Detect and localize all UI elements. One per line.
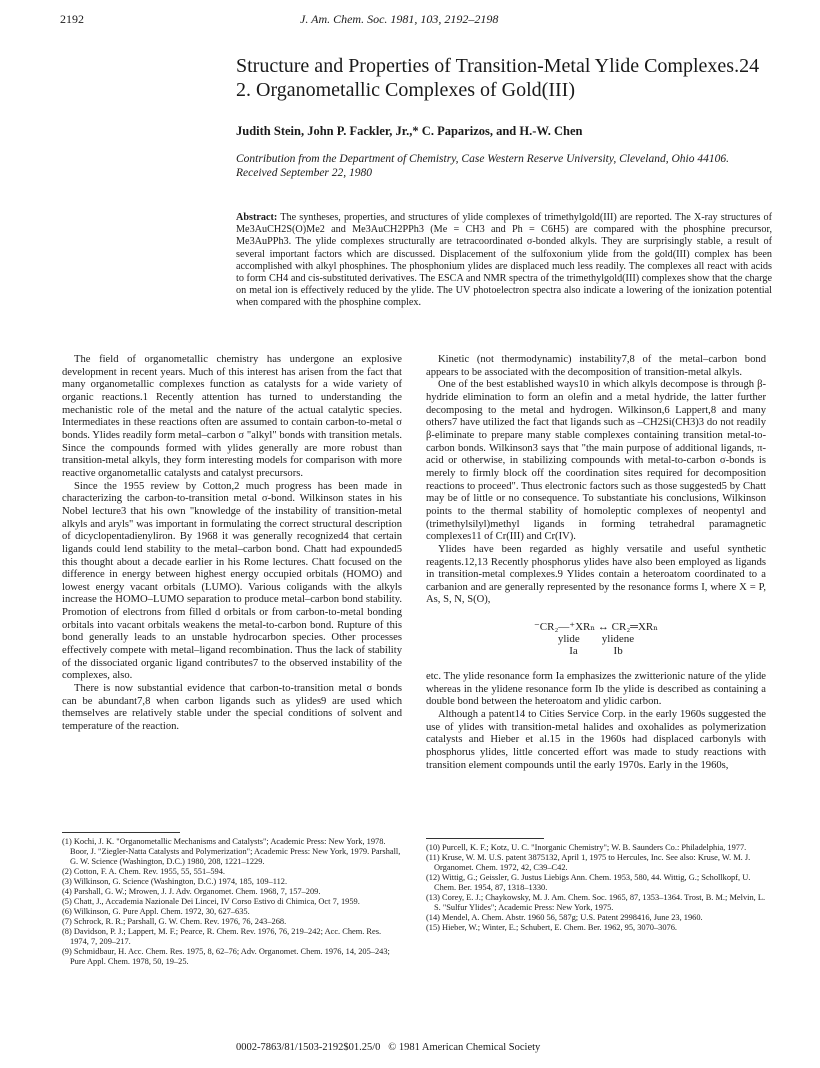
footnotes-left: [62, 832, 402, 967]
footnote: (15) Hieber, W.; Winter, E.; Schubert, E. Chem. Ber. 1962, 95, 3070–3076.: [426, 923, 677, 932]
body-column-left: [62, 354, 402, 734]
scheme-names: ylide ylidene: [557, 633, 635, 646]
footnote: (13) Corey, E. J.; Chaykowsky, M. J. Am. Chem. Soc. 1965, 87, 1353–1364. Trost, B. M.; Melvin, L. S. "Sulfur Ylides"; Academic Press: New York, 1975.: [426, 893, 766, 912]
affiliation: Contribution from the Department of Chemistry, Case Western Reserve University, Cleveland, Ohio 44106. Received September 22, 1980: [236, 153, 729, 179]
scheme-labels: Ia Ib: [569, 645, 623, 658]
abstract-text: The syntheses, properties, and structures of ylide complexes of trimethylgold(III) are reported. The X-ray structures of Me3AuCH2S(O)Me2 and Me3AuCH2PPh3 (Me = CH3 and Ph = C6H5) are compared with the phosphine precursor, Me3AuPPh3. The ylide complexes structurally are tetracoordinated σ-bonded alkyls. They are surprisingly stable, a result of several important factors which are discussed. Displacement of the sulfoxonium ylide from the gold(III) complex has been accomplished with alkyl phosphines. The phosphonium ylides are displaced much less readily. The complexes all react with acids to form CH4 and cis-substituted derivatives. The ESCA and NMR spectra of the trimethylgold(III) complexes show that the charge on metal ion is effectively reduced by the ylide. The UV photoelectron spectra also indicate a lowering of the ionization potential when compared with the phosphine complex.: [236, 212, 772, 309]
paragraph: Since the 1955 review by Cotton,2 much progress has been made in characterizing the carbon-to-transition metal σ-bond. Wilkinson states in his Nobel lecture3 that his own "knowledge of the instability of transition-metal alkyls and aryls" was important in formulating the correct structural description of dicyclopentadienyliron. By 1968 it was generally recognized4 that certain ligands could lend stability to the metal–carbon bond. Chatt had expounded5 this thought about a decade earlier in his Rome lectures. Chatt focused on the difference in energy between highest energy occupied orbitals (HOMO) and lowest energy vacant orbitals (LUMO). Various coligands with the alkyls increase the HOMO–LUMO separation to produce metal–carbon bond stability. Promotion of electrons from filled d orbitals or from carbon-to-metal bonding orbitals into vacant orbitals weakens the metal-to-carbon bond. Rupture of this bond generally leads to an unstable hydrocarbon species. Other processes effectively compete with metal–ligand recombination. Thus the lack of stability of the dissociated organic ligand contributes7 to the observed instability of the complexes, also.: [62, 480, 402, 682]
paragraph: Kinetic (not thermodynamic) instability7,8 of the metal–carbon bond appears to be associated with the decomposition of transition-metal alkyls.: [426, 354, 766, 378]
paragraph: The field of organometallic chemistry has undergone an explosive development in recent years. Much of this interest has arisen from the fact that many organometallic complexes function as catalysts for a wide variety of organic reactions.1 Recently attention has turned to understanding the mechanistic role of the metal and the nature of the actual catalytic species. Intermediates in these reactions often are assumed to contain carbon-to-metal σ bonds. Ylides readily form metal–carbon σ "alkyl" bonds with transition metals. Since the compounds formed with ylides generally are more robust than transition-metal alkyls, they form interesting models for comparison with more reactive organometallic catalysts and catalyst precursors.: [62, 354, 402, 479]
paragraph: One of the best established ways10 in which alkyls decompose is through β-hydride elimination to form an olefin and a metal hydride, the latter further decomposing to the metal and hydrogen. Wilkinson,6 Lappert,8 and many others7 have utilized the fact that ligands such as –CH2Si(CH3)3 do not readily β-eliminate to prepare many stable complexes containing transition metal-to-carbon bonds. Wilkinson3 says that "the main purpose of additional ligands, π-acid or otherwise, in stabilizing compounds with metal-to-carbon σ-bonds is merely to firmly block off the coordination sites required for decomposition reactions to proceed". Thus electronic factors such as those suggested5 by Chatt may be of little or no consequence. To substantiate his conclusions, Wilkinson points to the thermal stability of homoleptic complexes of neopentyl and (trimethylsilyl)methyl ligands in forming tetrahedral paramagnetic complexes11 of Cr(III) and Cr(IV).: [426, 379, 766, 543]
paragraph: Ylides have been regarded as highly versatile and useful synthetic reagents.12,13 Recently phosphorus ylides have also been employed as ligands in transition-metal complexes.9 Ylides contain a heteroatom coordinated to a carbanion and are generally represented by the resonance forms I, where X = P, As, S, N, S(O),: [426, 543, 766, 606]
footnote: (11) Kruse, W. M. U.S. patent 3875132, April 1, 1975 to Hercules, Inc. See also: Kruse, W. M. J. Organomet. Chem. 1972, 42, C39–C42.: [426, 853, 751, 872]
footnote: (5) Chatt, J., Accademia Nazionale Dei Lincei, IV Corso Estivo di Chimica, Oct 7, 1959.: [62, 897, 360, 906]
article-title: Structure and Properties of Transition-Metal Ylide Complexes.24 2. Organometallic Complexes of Gold(III): [236, 55, 760, 101]
footnote: (7) Schrock, R. R.; Parshall, G. W. Chem. Rev. 1976, 76, 243–268.: [62, 917, 287, 926]
footnote: (14) Mendel, A. Chem. Abstr. 1960 56, 587g; U.S. Patent 2998416, June 23, 1960.: [426, 913, 703, 922]
body-column-right: [426, 354, 766, 772]
footnote: (3) Wilkinson, G. Science (Washington, D.C.) 1974, 185, 109–112.: [62, 877, 288, 886]
paragraph: There is now substantial evidence that carbon-to-transition metal σ bonds can be abundant7,8 when carbon ligands such as ylides9 are used which themselves are relatively stable under the special conditions of solvent and temperature of the reaction.: [62, 683, 402, 733]
abstract-label: Abstract:: [236, 212, 278, 223]
footnote-rule: [62, 832, 180, 833]
footnote: (4) Parshall, G. W.; Mrowen, J. J. Adv. Organomet. Chem. 1968, 7, 157–209.: [62, 887, 321, 896]
footnote-rule: [426, 838, 544, 839]
footnote: (1) Kochi, J. K. "Organometallic Mechanisms and Catalysts"; Academic Press: New York, 1978. Boor, J. "Ziegler-Natta Catalysts and Polymerization"; Academic Press: New York, 1979. Parshall, G. W. Science (Washington, D.C.) 1980, 208, 1221–1229.: [62, 837, 401, 866]
footnotes-right: [426, 838, 766, 933]
paragraph: Although a patent14 to Cities Service Corp. in the early 1960s suggested the use of ylides with transition-metal halides and oxohalides as polymerization catalysts and Hieber et al.15 in the 1960s had displaced carbonyls with phosphorus ylides, little concerted effort was made to study reactions with transition element compounds until the early 1970s. Early in the 1960s,: [426, 709, 766, 771]
footnote: (6) Wilkinson, G. Pure Appl. Chem. 1972, 30, 627–635.: [62, 907, 250, 916]
author-list: Judith Stein, John P. Fackler, Jr.,* C. Paparizos, and H.-W. Chen: [236, 124, 583, 138]
resonance-scheme: [426, 621, 766, 657]
paragraph: etc. The ylide resonance form Ia emphasizes the zwitterionic nature of the ylide whereas in the ylidene resonance form Ib the ylide is described as containing a double bond between the heteroatom and ylidic carbon.: [426, 671, 766, 708]
footnote: (8) Davidson, P. J.; Lappert, M. F.; Pearce, R. Chem. Rev. 1976, 76, 219–242; Acc. Chem. Res. 1974, 7, 209–217.: [62, 927, 382, 946]
footnote: (2) Cotton, F. A. Chem. Rev. 1955, 55, 551–594.: [62, 867, 226, 876]
footnote: (9) Schmidbaur, H. Acc. Chem. Res. 1975, 8, 62–76; Adv. Organomet. Chem. 1976, 14, 205–243; Pure Appl. Chem. 1978, 50, 19–25.: [62, 947, 390, 966]
journal-citation: J. Am. Chem. Soc. 1981, 103, 2192–2198: [300, 12, 499, 26]
footnote: (10) Purcell, K. F.; Kotz, U. C. "Inorganic Chemistry"; W. B. Saunders Co.: Philadelphia, 1977.: [426, 843, 747, 852]
abstract: [236, 212, 772, 310]
footnote: (12) Wittig, G.; Geissler, G. Justus Liebigs Ann. Chem. 1953, 580, 44. Wittig, G.; Schollkopf, U. Chem. Ber. 1954, 87, 1318–1330.: [426, 873, 751, 892]
page-number: 2192: [60, 12, 84, 26]
page-footer: 0002-7863/81/1503-2192$01.25/0 © 1981 American Chemical Society: [236, 1042, 541, 1053]
scheme-formula: ⁻CR₂—⁺XRₙ ↔ CR₂═XRₙ: [533, 621, 658, 634]
